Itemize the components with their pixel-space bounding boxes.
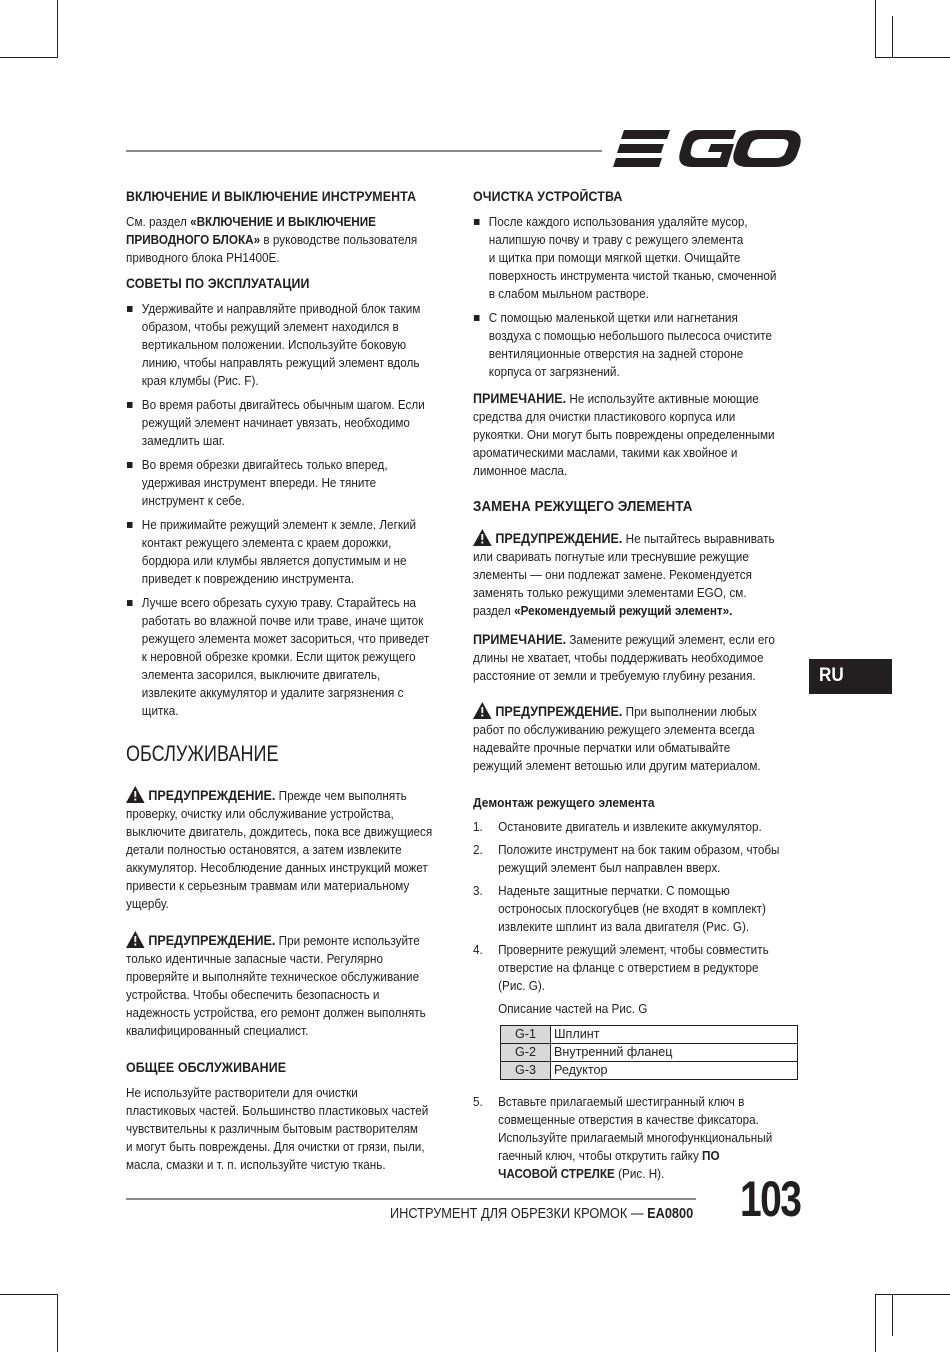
- warning-label: ПРЕДУПРЕЖДЕНИЕ.: [148, 788, 276, 803]
- section-body: Не используйте растворители для очистки пластиковых частей. Большинство пластиковых частей чувствительны к различным бытовым растворителям и могут быть повреждены. Для очистки от грязи, пыли, масла, смазки и т. п. используйте чистую ткань.: [126, 1086, 429, 1172]
- list-item: С помощью маленькой щетки или нагнетания воздуха с помощью небольшого пылесоса очистите вентиляционные отверстия на задней стороне корпуса от загрязнений.: [473, 309, 799, 381]
- parts-caption: Описание частей на Рис. G: [498, 1002, 648, 1016]
- table-row: [501, 1044, 798, 1062]
- ego-logo: [612, 126, 802, 172]
- subsection-title: Демонтаж режущего элемента: [473, 795, 655, 810]
- list-item: 1. Остановите двигатель и извлеките аккумулятор.: [473, 820, 762, 834]
- text-bold: «Рекомендуемый режущий элемент».: [514, 604, 733, 618]
- warning-block: ПРЕДУПРЕЖДЕНИЕ. При ремонте используйте только идентичные запасные части. Регулярно проверяйте и выполняйте техническое обслуживание устройства. Чтобы обеспечить безопасность и надежность устройства, его ремонт должен выполнять квалифицированный специалист.: [126, 933, 426, 1038]
- section-title: ОЧИСТКА УСТРОЙСТВА: [473, 189, 623, 204]
- list-item: Во время работы двигайтесь обычным шагом. Если режущий элемент начинает увязать, необходимо замедлить шаг.: [126, 396, 455, 450]
- warning-icon: [473, 529, 492, 546]
- table-cell: Шплинт: [551, 1026, 798, 1044]
- note-label: ПРИМЕЧАНИЕ.: [473, 391, 567, 406]
- crop-mark: [892, 1294, 893, 1336]
- crop-mark: [875, 57, 950, 58]
- language-tab: [809, 659, 892, 694]
- list-item: 2. Положите инструмент на бок таким образом, чтобы режущий элемент был направлен вверх.: [473, 843, 780, 875]
- list-item: 5. Вставьте прилагаемый шестигранный ключ в совмещенные отверстия в качестве фиксатора. Используйте прилагаемый многофункциональный гаечный ключ, чтобы открутить гайку ПО ЧАСОВОЙ СТРЕЛКЕ (Рис. H).: [473, 1095, 773, 1181]
- warning-icon: [473, 702, 492, 719]
- warning-block: ПРЕДУПРЕЖДЕНИЕ. Прежде чем выполнять проверку, очистку или обслуживание устройства, выключите двигатель, дождитесь, пока все движущиеся детали полностью остановятся, а затем извлеките аккумулятор. Несоблюдение данных инструкций может привести к серьезным травмам или материальному ущербу.: [126, 788, 433, 911]
- table-row: [501, 1026, 798, 1044]
- crop-mark: [57, 0, 58, 58]
- table-cell: Внутренний фланец: [551, 1044, 798, 1062]
- warning-label: ПРЕДУПРЕЖДЕНИЕ.: [495, 704, 623, 719]
- section-title: ОБЩЕЕ ОБСЛУЖИВАНИЕ: [126, 1060, 287, 1075]
- header-rule: [126, 150, 602, 152]
- warning-block: ПРЕДУПРЕЖДЕНИЕ. Не пытайтесь выравнивать или сваривать погнутые или треснувшие режущие элементы — они подлежат замене. Рекомендуется заменять только режущими элементами EGO, см. раздел «Рекомендуемый режущий элемент».: [473, 531, 775, 618]
- section-title: СОВЕТЫ ПО ЭКСПЛУАТАЦИИ: [126, 276, 310, 291]
- crop-mark: [892, 16, 893, 58]
- page-number: 103: [740, 1171, 801, 1227]
- crop-mark: [0, 1294, 58, 1295]
- table-cell: G-3: [501, 1062, 551, 1080]
- list-item: 3. Наденьте защитные перчатки. С помощью остроносых плоскогубцев (не входят в комплект) извлеките шплинт из вала двигателя (Рис. G).: [473, 884, 766, 934]
- list-item: Во время обрезки двигайтесь только вперед, удерживая инструмент впереди. Не тяните инструмент к себе.: [126, 456, 455, 510]
- table-row: [501, 1062, 798, 1080]
- table-cell: Редуктор: [551, 1062, 798, 1080]
- crop-mark: [875, 1294, 876, 1352]
- list-item: 4. Проверните режущий элемент, чтобы совместить отверстие на фланце с отверстием в редукторе (Рис. G).: [473, 943, 769, 993]
- section-heading: ОБСЛУЖИВАНИЕ: [126, 741, 279, 766]
- language-tab-label: RU: [819, 665, 844, 686]
- table-cell: G-2: [501, 1044, 551, 1062]
- note-block: ПРИМЕЧАНИЕ. Замените режущий элемент, если его длины не хватает, чтобы поддерживать необходимое расстояние от земли и требуемую глубину резания.: [473, 632, 775, 683]
- section-body: [126, 213, 455, 267]
- bullet-list: [473, 213, 799, 381]
- footer-rule: [126, 1198, 696, 1200]
- text-bold: ПРИВОДНОГО БЛОКА»: [126, 233, 261, 247]
- text-bold: «ВКЛЮЧЕНИЕ И ВЫКЛЮЧЕНИЕ: [190, 215, 376, 229]
- text-line: См. раздел: [126, 215, 191, 229]
- warning-label: ПРЕДУПРЕЖДЕНИЕ.: [148, 933, 276, 948]
- crop-mark: [0, 57, 58, 58]
- ego-logo-text: EGO: [612, 126, 615, 127]
- section-title: ВКЛЮЧЕНИЕ И ВЫКЛЮЧЕНИЕ ИНСТРУМЕНТА: [126, 189, 417, 204]
- warning-icon: [126, 786, 145, 803]
- crop-mark: [57, 1294, 58, 1352]
- bullet-list: [126, 300, 455, 720]
- warning-label: ПРЕДУПРЕЖДЕНИЕ.: [495, 531, 623, 546]
- numbered-list: [473, 818, 799, 1018]
- warning-icon: [126, 931, 145, 948]
- crop-mark: [875, 1294, 950, 1295]
- note-block: ПРИМЕЧАНИЕ. Не используйте активные моющие средства для очистки пластикового корпуса или рукоятки. Они могут быть повреждены определенными ароматическими маслами, такими как хвойное и лимонное масла.: [473, 391, 775, 478]
- footer-title: ИНСТРУМЕНТ ДЛЯ ОБРЕЗКИ КРОМОК — EA0800: [390, 1206, 694, 1222]
- text-line: приводного блока PH1400E.: [126, 251, 280, 265]
- warning-block: ПРЕДУПРЕЖДЕНИЕ. При выполнении любых работ по обслуживанию режущего элемента всегда надевайте прочные перчатки или обматывайте режущий элемент ветошью или другим материалом.: [473, 704, 761, 773]
- table-cell: G-1: [501, 1026, 551, 1044]
- crop-mark: [875, 0, 876, 58]
- list-item: Не прижимайте режущий элемент к земле. Легкий контакт режущего элемента с краем дорожки, бордюра или клумбы является допустимым и не приведет к повреждению инструмента.: [126, 516, 455, 588]
- note-label: ПРИМЕЧАНИЕ.: [473, 632, 567, 647]
- section-title: ЗАМЕНА РЕЖУЩЕГО ЭЛЕМЕНТА: [473, 499, 693, 515]
- list-item: После каждого использования удаляйте мусор, налипшую почву и траву с режущего элемента и щитка при помощи мягкой щетки. Очищайте поверхность инструмента чистой тканью, смоченной в слабом мыльном растворе.: [473, 213, 799, 303]
- list-item: Удерживайте и направляйте приводной блок таким образом, чтобы режущий элемент находился в вертикальном положении. Используйте боковую линию, чтобы направлять режущий элемент вдоль края клумбы (Рис. F).: [126, 300, 455, 390]
- parts-table: [500, 1025, 798, 1080]
- list-item: Лучше всего обрезать сухую траву. Старайтесь на работать во влажной почве или траве, иначе щиток режущего элемента может засориться, что приведет к неровной обрезке кромки. Если щиток режущего элемента засорился, выключите двигатель, извлеките аккумулятор и удалите загрязнения с щитка.: [126, 594, 455, 720]
- text-line: в руководстве пользователя: [260, 233, 418, 247]
